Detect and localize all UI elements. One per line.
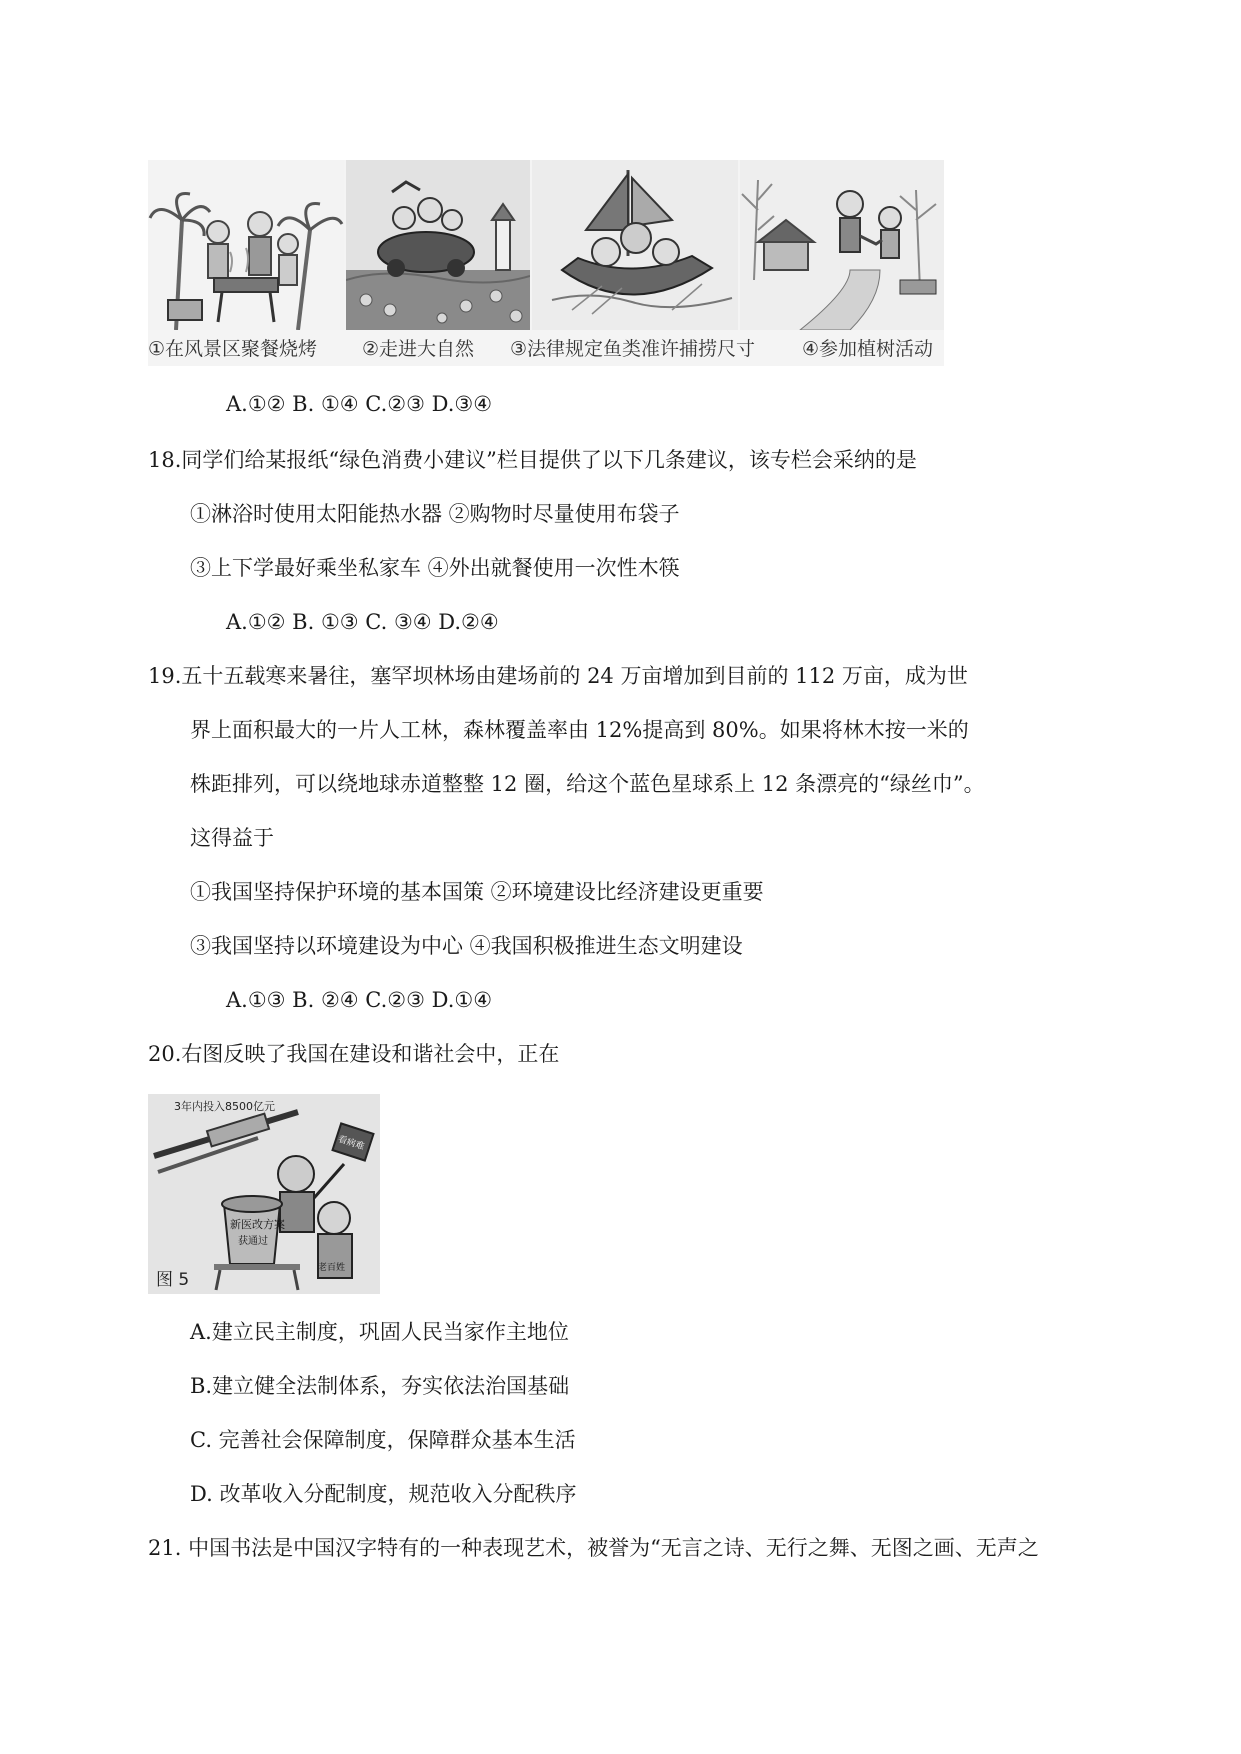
- cartoon-pot-subtext: 获通过: [238, 1236, 268, 1247]
- q18-item-line1: ①淋浴时使用太阳能热水器 ②购物时尽量使用布袋子: [190, 502, 680, 526]
- q18-item-line2: ③上下学最好乘坐私家车 ④外出就餐使用一次性木筷: [190, 556, 680, 580]
- q19-stem-line2: 界上面积最大的一片人工林，森林覆盖率由 12%提高到 80%。如果将林木按一米的: [190, 718, 969, 742]
- q19-item-line2: ③我国坚持以环境建设为中心 ④我国积极推进生态文明建设: [190, 934, 743, 958]
- q18-stem: 18.同学们给某报纸“绿色消费小建议”栏目提供了以下几条建议，该专栏会采纳的是: [148, 448, 917, 472]
- tree-planting-illustration: [740, 160, 944, 330]
- cartoon-person-text: 老百姓: [318, 1263, 346, 1273]
- q19-options: A.①③ B. ②④ C.②③ D.①④: [226, 988, 493, 1012]
- figure-label: 图 5: [156, 1270, 190, 1290]
- panel-bbq-illustration: [148, 160, 344, 330]
- q18-options: A.①② B. ①③ C. ③④ D.②④: [226, 610, 499, 634]
- q19-stem-line4: 这得益于: [190, 826, 274, 850]
- caption-nature: ②走进大自然: [362, 338, 475, 360]
- panel-tree-planting-illustration: [740, 160, 944, 330]
- panel-fish-law-illustration: [532, 160, 738, 330]
- q19-item-line1: ①我国坚持保护环境的基本国策 ②环境建设比经济建设更重要: [190, 880, 764, 904]
- bbq-illustration: [148, 160, 344, 330]
- cartoon-sign-text: 看病难: [336, 1134, 366, 1153]
- q20-cartoon-figure: [148, 1094, 380, 1294]
- q20-option-d: D. 改革收入分配制度，规范收入分配秩序: [190, 1482, 577, 1506]
- cartoon-pot-text: 新医改方案: [230, 1218, 285, 1231]
- cartoon-top-text: 3年内投入8500亿元: [174, 1100, 275, 1113]
- q19-stem-line3: 株距排列，可以绕地球赤道整整 12 圈，给这个蓝色星球系上 12 条漂亮的“绿丝巾”。: [190, 772, 985, 796]
- caption-fish-law: ③法律规定鱼类准许捕捞尺寸: [510, 338, 756, 360]
- q19-stem-line1: 19.五十五载寒来暑往，塞罕坝林场由建场前的 24 万亩增加到目前的 112 万亩，成为世: [148, 664, 968, 688]
- healthcare-reform-cartoon: [148, 1094, 380, 1294]
- q20-option-a: A.建立民主制度，巩固人民当家作主地位: [190, 1320, 569, 1344]
- fish-law-illustration: [532, 160, 738, 330]
- q17-illustration-strip: [148, 160, 944, 366]
- q20-option-b: B.建立健全法制体系，夯实依法治国基础: [190, 1374, 570, 1398]
- q21-stem: 21. 中国书法是中国汉字特有的一种表现艺术，被誉为“无言之诗、无行之舞、无图之画、无声之: [148, 1536, 1039, 1560]
- q20-stem: 20.右图反映了我国在建设和谐社会中，正在: [148, 1042, 560, 1066]
- q17-options: A.①② B. ①④ C.②③ D.③④: [226, 392, 493, 416]
- nature-illustration: [346, 160, 530, 330]
- caption-bbq: ①在风景区聚餐烧烤: [148, 338, 318, 360]
- caption-tree-planting: ④参加植树活动: [802, 338, 934, 360]
- q20-option-c: C. 完善社会保障制度，保障群众基本生活: [190, 1428, 576, 1452]
- panel-nature-illustration: [346, 160, 530, 330]
